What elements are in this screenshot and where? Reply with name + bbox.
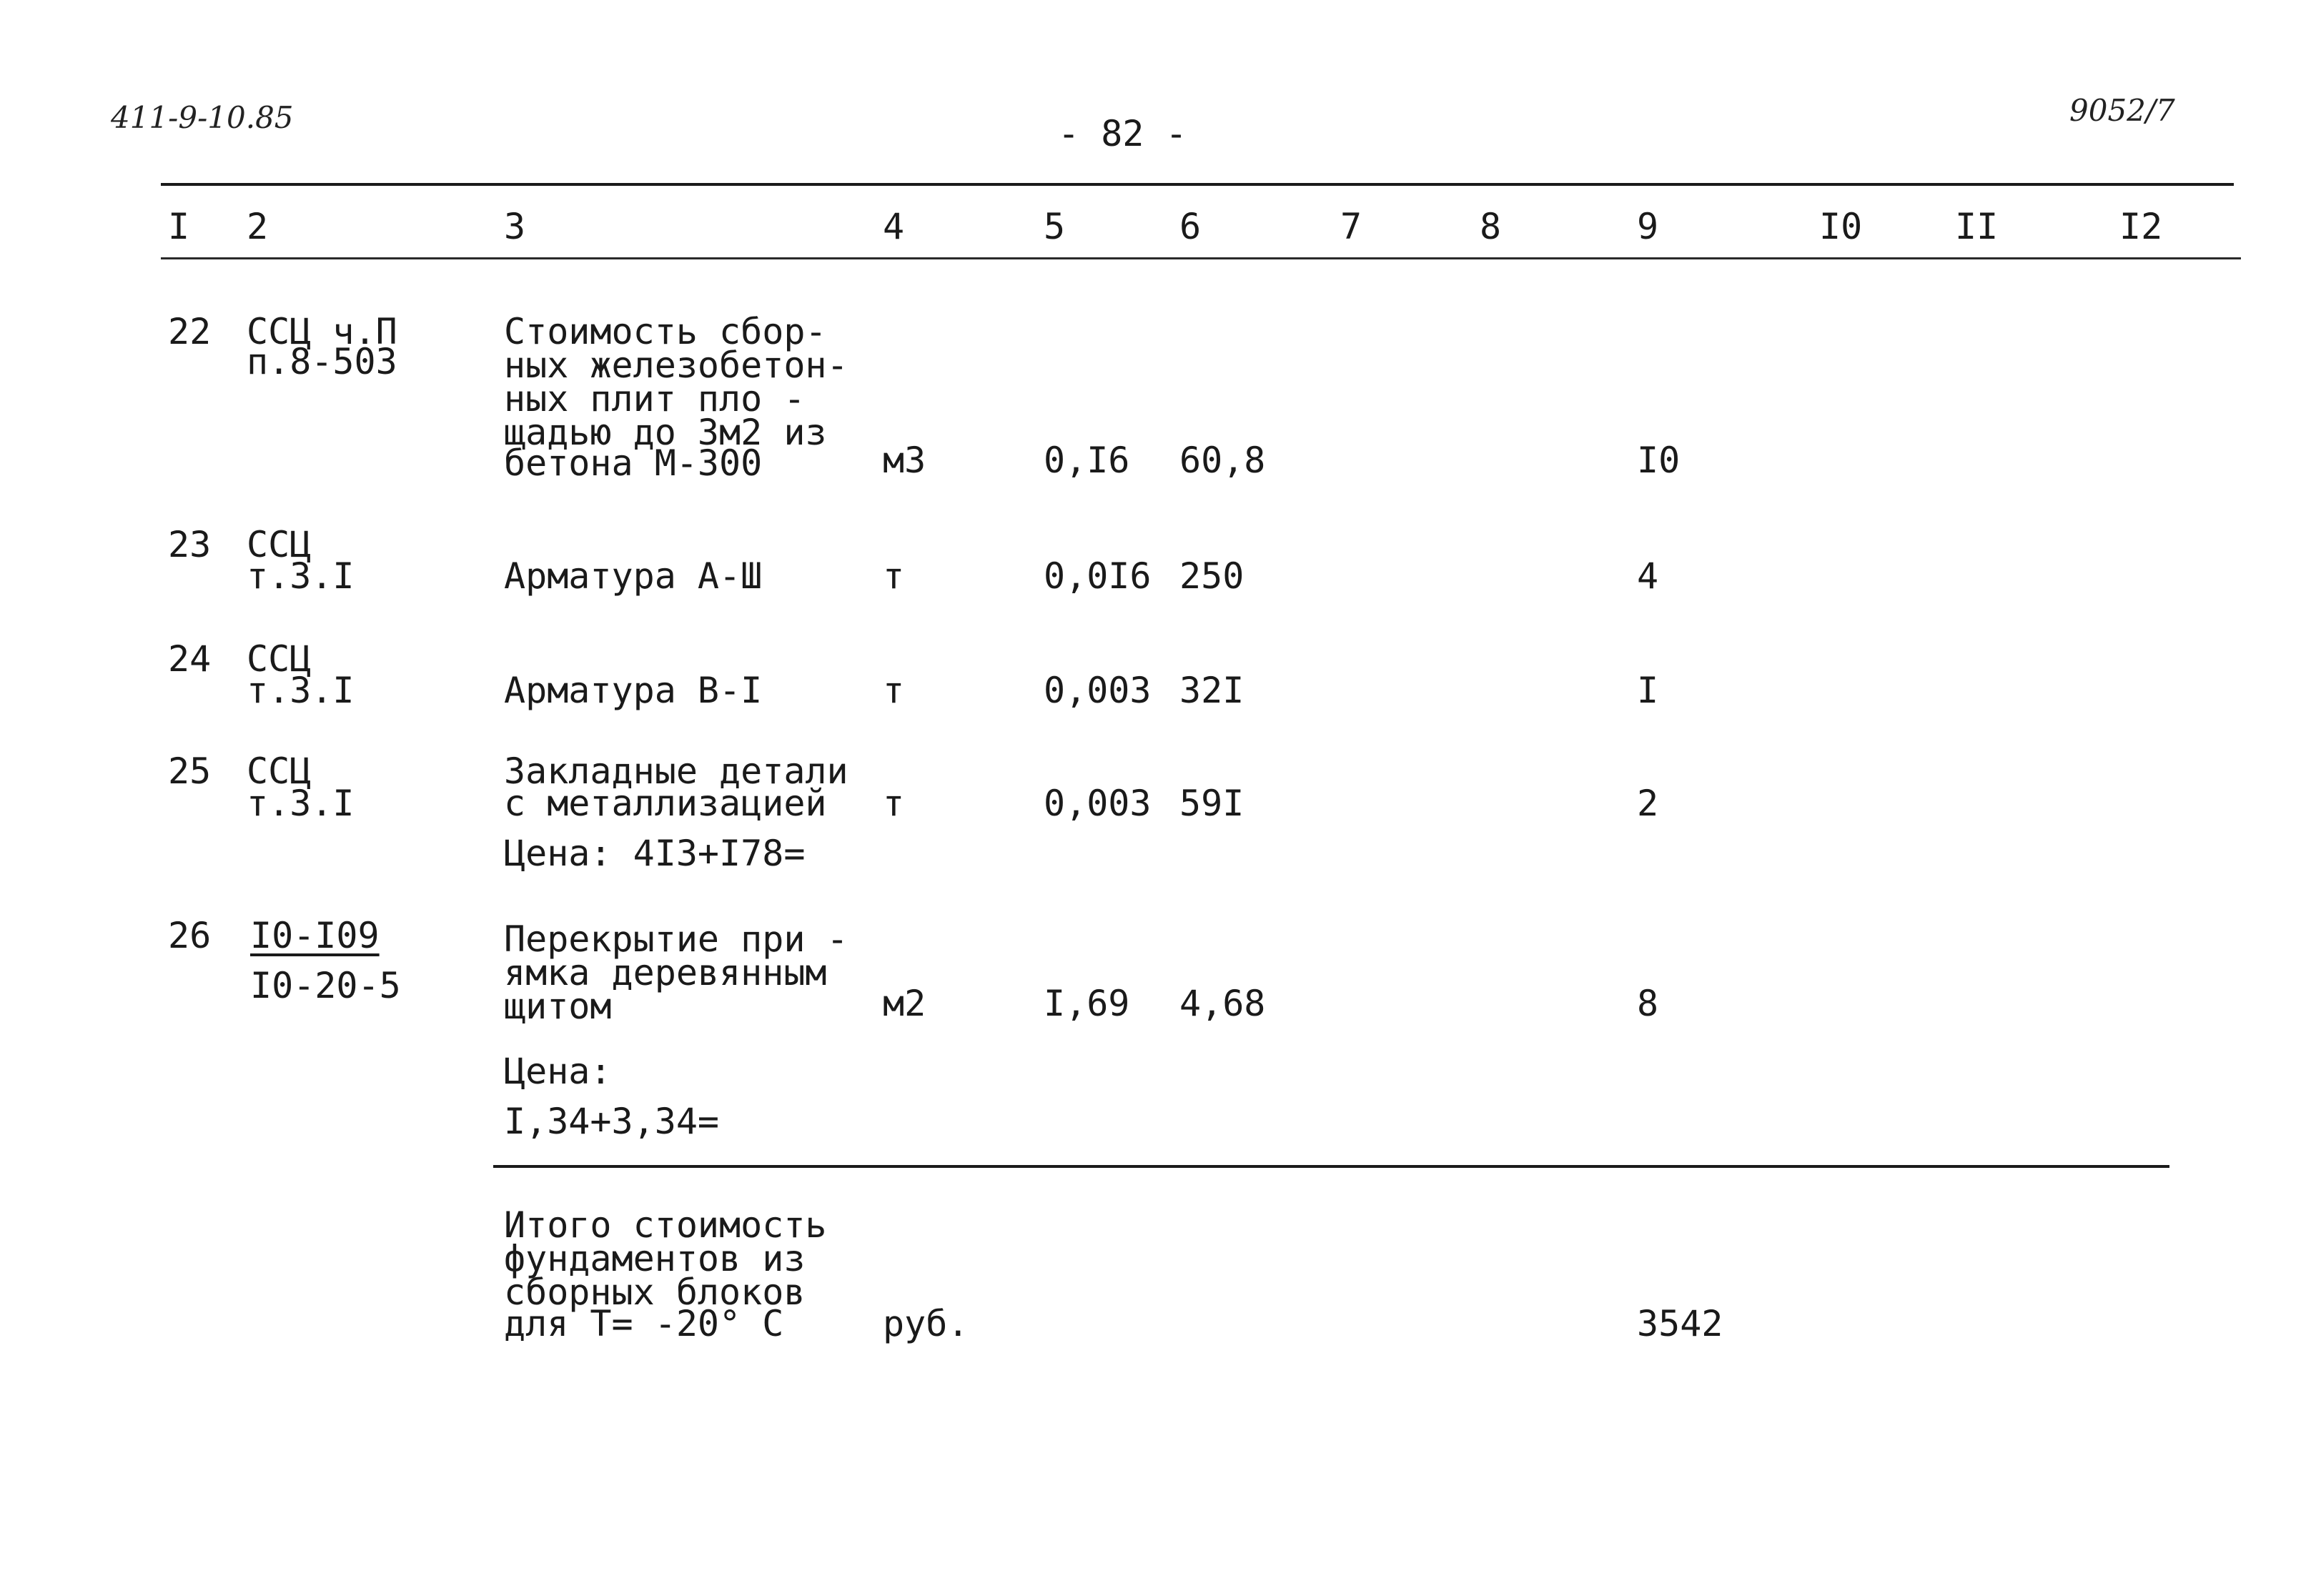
row-name-line: Закладные детали [504,750,848,792]
column-header: 6 [1179,206,1202,247]
row-name-line: щитом [504,986,612,1027]
row-quantity: 0,003 [1044,783,1152,824]
row-total: 8 [1637,983,1659,1024]
row-number: 24 [168,638,212,680]
column-header: I0 [1819,206,1863,247]
summary-name-line: Итого стоимость [504,1204,827,1246]
row-source-ref: I0-20-5 [250,965,401,1006]
row-name-line: бетона М-300 [504,442,763,484]
row-total: 4 [1637,555,1659,597]
row-unit: м3 [883,440,926,481]
row-price-note: Цена: 4I3+I78= [504,833,806,874]
row-price: 4,68 [1179,983,1266,1024]
column-header: 2 [247,206,269,247]
row-quantity: 0,I6 [1044,440,1130,481]
row-name-line: ямка деревянным [504,952,827,993]
column-header: 7 [1340,206,1362,247]
column-header: 8 [1480,206,1502,247]
row-unit: т [883,555,905,597]
row-unit: т [883,783,905,824]
row-unit: м2 [883,983,926,1024]
summary-total: 3542 [1637,1303,1723,1344]
row-quantity: I,69 [1044,983,1130,1024]
row-name-line: с металлизацией [504,783,827,824]
row-source-ref: п.8-503 [247,341,397,382]
row-total: I0 [1637,440,1681,481]
row-name-line: Стоимость сбор- [504,311,827,352]
row-name-line: Арматура А-Ш [504,555,763,597]
column-header: I2 [2119,206,2163,247]
column-header: 9 [1637,206,1659,247]
row-total: I [1637,670,1659,711]
column-header: 4 [883,206,905,247]
summary-unit: руб. [883,1303,969,1344]
row-price: 60,8 [1179,440,1266,481]
row-source: ССЦ ч.П [247,311,397,352]
row-unit: т [883,670,905,711]
summary-name-line: фундаментов из [504,1238,806,1279]
row-name-line: ных железобетон- [504,345,848,386]
row-price-note-label: Цена: [504,1051,612,1092]
page-number: - 82 - [1058,113,1187,154]
row-source: ССЦ [247,750,312,792]
row-number: 23 [168,524,212,565]
top-rule [161,183,2234,186]
row-number: 26 [168,915,212,956]
header-rule [161,257,2241,259]
row-price-note: I,34+3,34= [504,1101,720,1142]
column-header: 5 [1044,206,1066,247]
row-source-ref: т.3.I [247,670,355,711]
row-name-line: Арматура В-I [504,670,763,711]
doc-code: 411-9-10.85 [111,100,294,135]
row-price: 59I [1179,783,1244,824]
row-total: 2 [1637,783,1659,824]
row-price: 32I [1179,670,1244,711]
doc-stamp: 9052/7 [2069,93,2175,128]
row-source-ref: т.3.I [247,555,355,597]
row-source: ССЦ [247,638,312,680]
column-header: I [168,206,190,247]
row-quantity: 0,0I6 [1044,555,1152,597]
row-name-line: ных плит пло - [504,378,806,420]
row-price: 250 [1179,555,1244,597]
column-header: 3 [504,206,526,247]
summary-name-line: сборных блоков [504,1272,806,1313]
row-name-line: Перекрытие при - [504,918,848,960]
row-source-ref: т.3.I [247,783,355,824]
row-number: 25 [168,750,212,792]
row-name-line: щадью до 3м2 из [504,412,827,453]
row-source: I0-I09 [250,915,380,956]
summary-rule [493,1165,2169,1168]
row-quantity: 0,003 [1044,670,1152,711]
summary-name-line: для Т= -20° С [504,1303,784,1344]
row-source: ССЦ [247,524,312,565]
row-number: 22 [168,311,212,352]
column-header: II [1955,206,1999,247]
